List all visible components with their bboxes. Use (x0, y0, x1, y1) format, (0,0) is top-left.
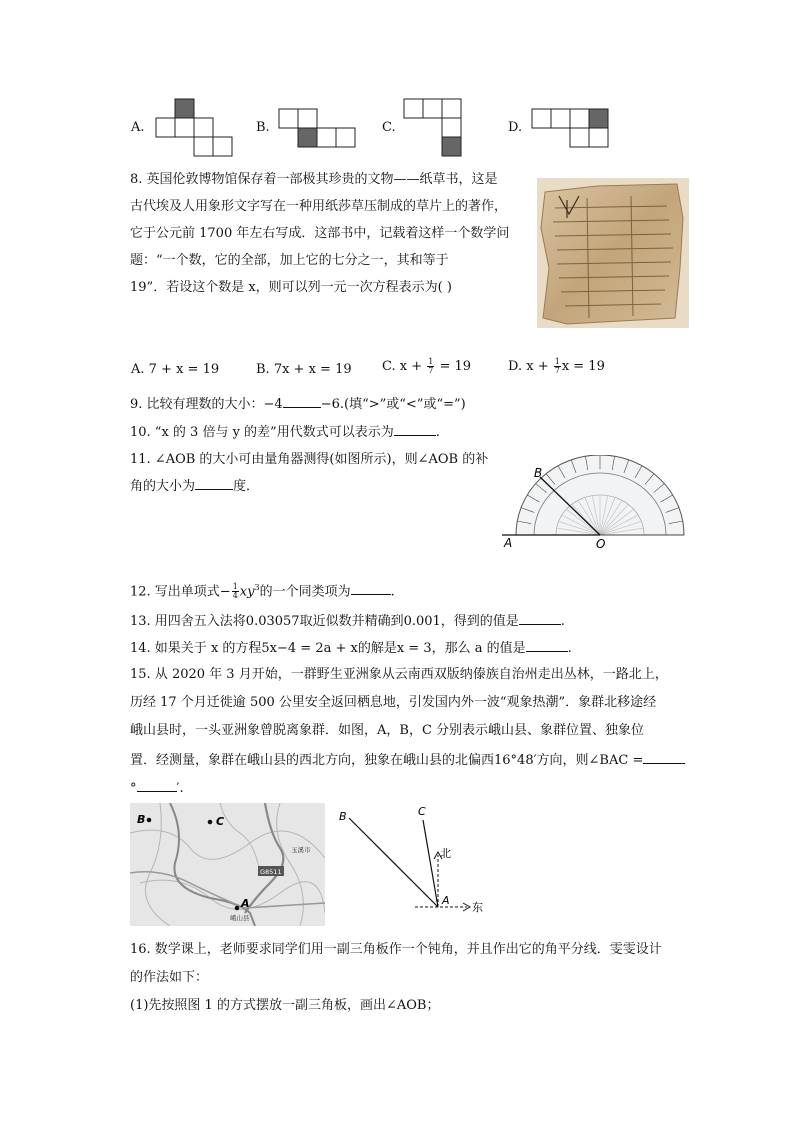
q10-text: 10. “x 的 3 倍与 y 的差”用代数式可以表示为 (130, 425, 394, 440)
q7-option-d-net (531, 108, 613, 150)
q8-option-d-suffix: x = 19 (561, 359, 605, 374)
q8-line-5: 19”．若设这个数是 x，则可以列一元一次方程表示为( ) (130, 280, 452, 295)
q7-option-c-net (403, 98, 465, 158)
map-figure (130, 803, 325, 926)
q8-option-c (382, 358, 471, 375)
compass-diagram (335, 800, 495, 925)
q13-answer-blank[interactable] (519, 612, 561, 625)
q16-line-2: 的作法如下： (130, 970, 209, 985)
question-14 (130, 639, 572, 657)
city-label: 玉溪市 (291, 846, 311, 854)
q8-line-4: 题：“一个数，它的全部，加上它的七分之一，其和等于 (130, 253, 449, 268)
q11-line-2-suffix: 度． (233, 479, 260, 494)
compass-label-b: B (339, 810, 347, 823)
q11-answer-blank[interactable] (195, 477, 233, 490)
q7-option-b-net (278, 108, 360, 150)
label-b: B (534, 466, 543, 480)
q9-suffix: −6.(填“>”或“<”或“=”) (320, 397, 466, 412)
q12-answer-blank[interactable] (351, 582, 391, 595)
q14-text: 14. 如果关于 x 的方程5x−4 = 2a + x的解是x = 3，那么 a 的值是 (130, 641, 526, 656)
north-label: 北 (440, 847, 451, 860)
q15-minute-sign: ′. (176, 781, 184, 796)
q15-answer-blank-degrees[interactable] (643, 751, 685, 764)
protractor-figure (500, 455, 695, 550)
q11-line-2-prefix: 角的大小为 (130, 479, 196, 494)
q15-line-1: 15. 从 2020 年 3 月开始，一群野生亚洲象从云南西双版纳傣族自治州走出丛林，一路北上， (130, 667, 668, 682)
q12-exponent: 3 (254, 583, 260, 592)
fraction-denominator: 7 (428, 366, 434, 375)
road-label: G8511 (260, 868, 282, 876)
fraction-numerator: 1 (232, 582, 238, 592)
q16-line-3: (1)先按照图 1 的方式摆放一副三角板，画出∠AOB； (130, 998, 440, 1013)
q8-option-d-fraction (554, 358, 561, 375)
q12-prefix: 12. 写出单项式− (130, 584, 231, 600)
label-a: A (504, 536, 513, 550)
q10-end: . (435, 425, 440, 440)
question-12 (130, 580, 395, 600)
q12-suffix: 的一个同类项为 (259, 584, 351, 600)
compass-label-a: A (442, 894, 450, 907)
q8-line-2: 古代埃及人用象形文字写在一种用纸莎草压制成的草片上的著作， (130, 199, 508, 214)
question-13 (130, 612, 565, 630)
q15-line-4 (130, 751, 685, 769)
q9-prefix: 9. 比较有理数的大小：−4 (130, 397, 283, 412)
q15-line-5 (130, 779, 184, 797)
q7-option-a-label: A. (131, 120, 145, 135)
fraction-numerator: 1 (428, 357, 434, 366)
q8-option-d-prefix: D. x + (508, 359, 553, 374)
q7-option-c-label: C. (382, 120, 396, 135)
q16-line-1: 16. 数学课上，老师要求同学们用一副三角板作一个钝角，并且作出它的角平分线．雯雯设计 (130, 942, 662, 957)
fraction-denominator: 4 (232, 591, 238, 601)
papyrus-image (537, 178, 689, 328)
q9-answer-blank[interactable] (283, 395, 321, 408)
compass-label-c: C (418, 805, 426, 818)
q7-option-b-label: B. (256, 120, 270, 135)
q7-option-d-label: D. (508, 120, 523, 135)
q8-option-c-fraction (427, 358, 434, 375)
q10-answer-blank[interactable] (394, 423, 436, 436)
question-9 (130, 395, 466, 413)
q14-end: . (567, 641, 572, 656)
fraction-numerator: 1 (554, 357, 560, 366)
county-label: 峨山县 (230, 914, 250, 922)
point-b (147, 818, 152, 823)
fraction-denominator: 7 (554, 366, 560, 375)
q15-line-4-text: 置．经测量，象群在峨山县的西北方向，独象在峨山县的北偏西16°48′方向，则∠BAC = (130, 753, 644, 768)
east-label: 东 (472, 901, 483, 914)
q7-option-a-net (155, 98, 237, 158)
question-10 (130, 423, 440, 441)
q8-line-3: 它于公元前 1700 年左右写成．这部书中，记载着这样一个数学问 (130, 226, 510, 241)
q8-option-b: B. 7x + x = 19 (256, 362, 352, 377)
q13-end: . (560, 614, 565, 629)
q15-answer-blank-minutes[interactable] (137, 779, 177, 792)
map-label-b: B (137, 813, 146, 826)
q12-end: . (390, 584, 395, 600)
point-c (208, 820, 213, 825)
q8-option-d (508, 358, 605, 375)
q12-fraction (232, 583, 239, 600)
point-a (235, 906, 240, 911)
q15-line-2: 历经 17 个月迁徙逾 500 公里安全返回栖息地，引发国内外一波“观象热潮”．象群北移途经 (130, 695, 657, 710)
map-label-a: A (241, 897, 250, 910)
q14-answer-blank[interactable] (526, 639, 568, 652)
q8-option-c-prefix: C. x + (382, 359, 427, 374)
q8-line-1: 8. 英国伦敦博物馆保存着一部极其珍贵的文物——纸草书，这是 (130, 172, 498, 187)
q12-variables: xy (239, 584, 255, 600)
map-label-c: C (216, 815, 225, 828)
q11-line-1: 11. ∠AOB 的大小可由量角器测得(如图所示)，则∠AOB 的补 (130, 452, 489, 467)
q15-degree-sign: ° (130, 781, 137, 796)
q8-option-c-suffix: = 19 (435, 359, 472, 374)
q8-option-a: A. 7 + x = 19 (131, 362, 220, 377)
q11-line-2 (130, 477, 259, 495)
label-o: O (596, 537, 606, 550)
q13-text: 13. 用四舍五入法将0.03057取近似数并精确到0.001，得到的值是 (130, 614, 519, 629)
q15-line-3: 峨山县时，一头亚洲象曾脱离象群．如图，A，B，C 分别表示峨山县、象群位置、独象位 (130, 723, 645, 738)
